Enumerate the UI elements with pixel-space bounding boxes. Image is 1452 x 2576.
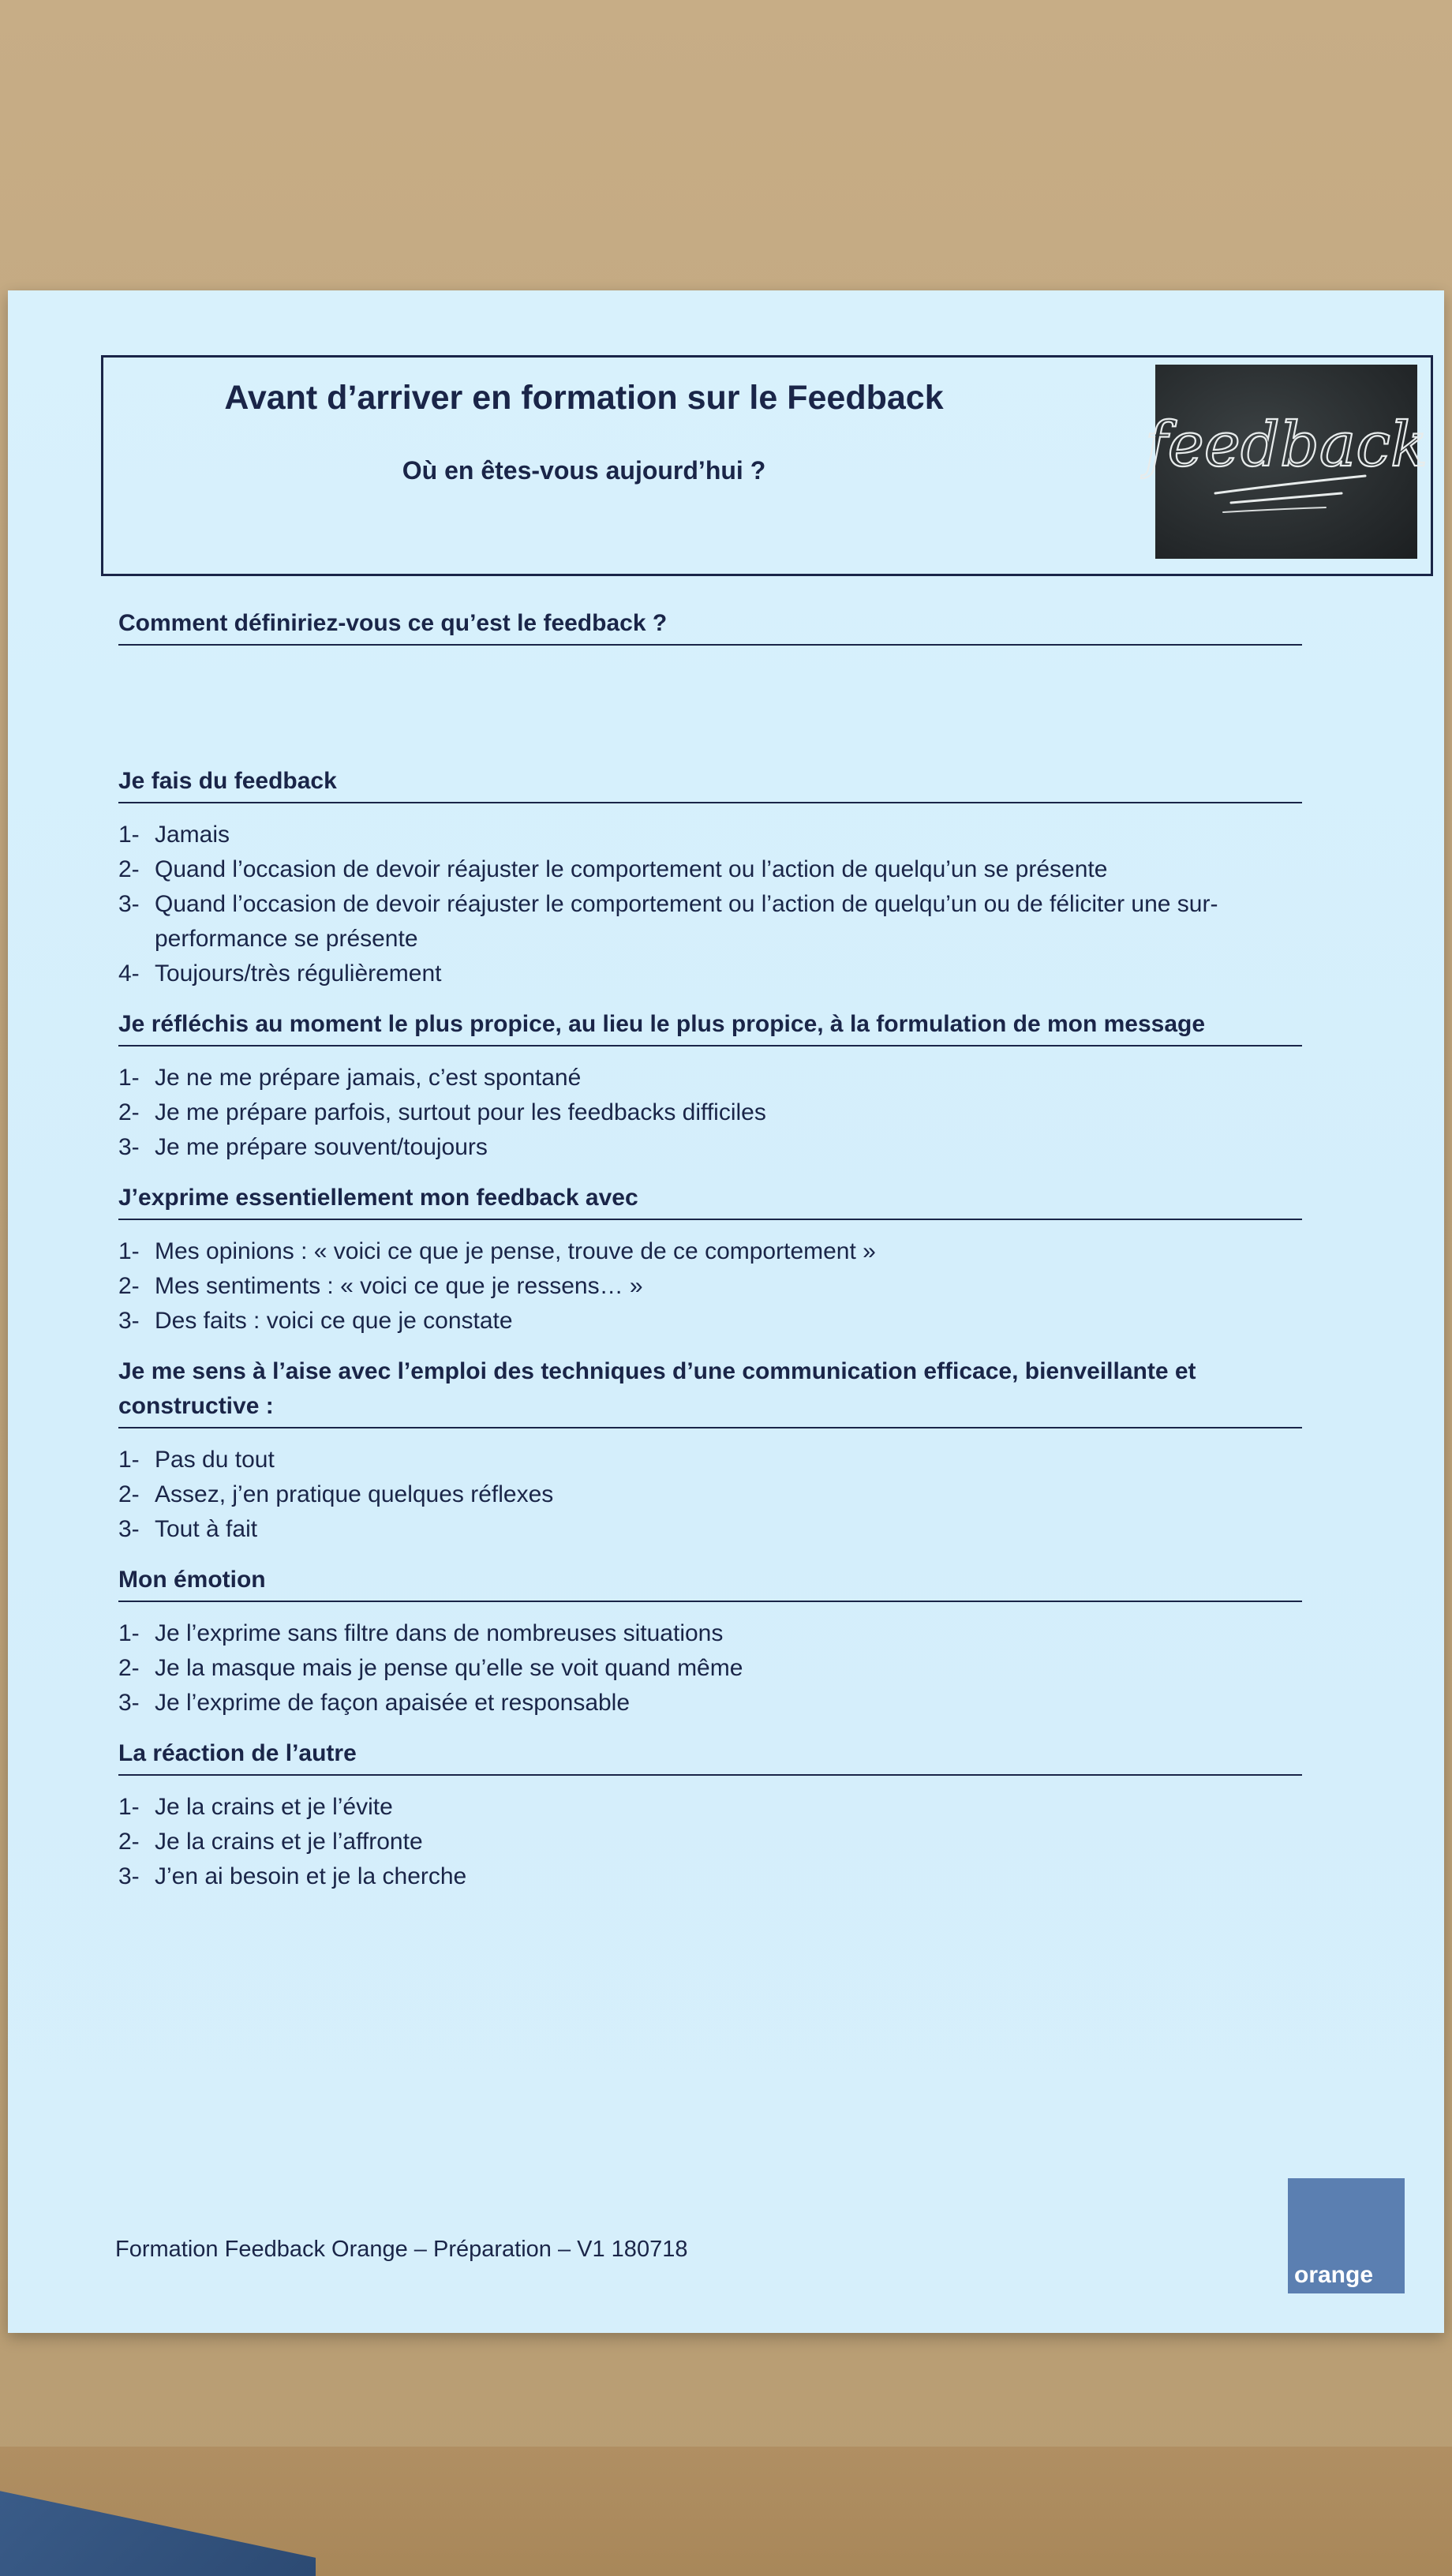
question-title: Je réfléchis au moment le plus propice, au lieu le plus propice, à la formulation de mon message [118,1007,1302,1046]
feedback-chalkboard-logo [1144,365,1428,559]
answer-text: Je la crains et je l’affronte [155,1829,423,1855]
answer-number: 3- [118,1690,140,1716]
answer-option[interactable] [118,818,1302,852]
answer-number: 1- [118,1238,140,1264]
question-section-frequency [118,764,1302,991]
answer-number: 2- [118,1829,140,1855]
answer-text: Je la crains et je l’évite [155,1794,393,1820]
answer-option[interactable] [118,852,1302,887]
question-title: J’exprime essentiellement mon feedback avec [118,1181,1302,1220]
answer-number: 1- [118,1620,140,1646]
answer-text: Assez, j’en pratique quelques réflexes [155,1481,554,1507]
question-section-emotion [118,1563,1302,1720]
answer-number: 1- [118,1447,140,1473]
question-title: Je me sens à l’aise avec l’emploi des techniques d’une communication efficace, bienveillante et constructive : [118,1354,1302,1428]
answer-option[interactable] [118,1269,1302,1304]
answer-text: Je me prépare parfois, surtout pour les feedbacks difficiles [155,1099,766,1125]
orange-brand-logo [1288,2178,1405,2293]
answer-option[interactable] [118,1477,1302,1512]
chalk-logo-text: feedback [1144,410,1428,481]
answer-text: Mes opinions : « voici ce que je pense, trouve de ce comportement » [155,1238,876,1264]
answer-option[interactable] [118,1651,1302,1686]
answer-option[interactable] [118,1790,1302,1825]
answer-text: Pas du tout [155,1447,275,1473]
page-subtitle: Où en êtes-vous aujourd’hui ? [402,456,766,485]
answer-option[interactable] [118,1686,1302,1720]
answer-option[interactable] [118,957,1302,991]
answer-option[interactable] [118,1061,1302,1095]
answer-option[interactable] [118,1825,1302,1859]
question-section-communication [118,1354,1302,1547]
answer-text: Je la masque mais je pense qu’elle se voit quand même [155,1655,743,1681]
answer-text: Quand l’occasion de devoir réajuster le comportement ou l’action de quelqu’un se présente [155,856,1108,882]
answer-option[interactable] [118,1304,1302,1339]
answer-option[interactable] [118,1512,1302,1547]
answer-list [118,1790,1302,1894]
answer-number: 3- [118,891,140,917]
answer-option[interactable] [118,1443,1302,1477]
footer-reference: Formation Feedback Orange – Préparation – V1 180718 [115,2237,688,2262]
answer-option[interactable] [118,1234,1302,1269]
answer-number: 2- [118,1273,140,1299]
answer-list [118,818,1302,991]
answer-number: 3- [118,1516,140,1542]
answer-text: Tout à fait [155,1516,258,1542]
answer-text: J’en ai besoin et je la cherche [155,1863,467,1889]
answer-text: Quand l’occasion de devoir réajuster le comportement ou l’action de quelqu’un ou de féliciter une sur-performance se présente [155,891,1218,952]
answer-option[interactable] [118,887,1302,957]
question-section-definition [118,606,1302,646]
answer-list [118,1616,1302,1720]
answer-number: 1- [118,822,140,848]
answer-number: 3- [118,1308,140,1334]
answer-number: 1- [118,1065,140,1091]
answer-number: 3- [118,1134,140,1160]
answer-number: 2- [118,1099,140,1125]
answer-number: 2- [118,1655,140,1681]
question-title: Mon émotion [118,1563,1302,1602]
question-section-reaction [118,1736,1302,1894]
chalk-feedback-icon [1144,383,1428,541]
questionnaire-sheet [8,290,1444,2333]
answer-number: 3- [118,1863,140,1889]
answer-option[interactable] [118,1859,1302,1894]
question-title: La réaction de l’autre [118,1736,1302,1776]
answer-text: Jamais [155,822,230,848]
answer-list [118,1234,1302,1339]
questionnaire-content [118,606,1302,1894]
answer-number: 2- [118,856,140,882]
question-section-preparation [118,1007,1302,1165]
answer-option[interactable] [118,1616,1302,1651]
answer-number: 2- [118,1481,140,1507]
answer-text: Je l’exprime de façon apaisée et responsable [155,1690,631,1716]
question-title: Je fais du feedback [118,764,1302,803]
answer-number: 4- [118,960,140,987]
answer-text: Je l’exprime sans filtre dans de nombreuses situations [155,1620,724,1646]
answer-list [118,1061,1302,1165]
answer-text: Des faits : voici ce que je constate [155,1308,513,1334]
brand-name: orange [1294,2262,1374,2288]
answer-list [118,1443,1302,1547]
answer-text: Toujours/très régulièrement [155,960,442,987]
answer-option[interactable] [118,1130,1302,1165]
question-title: Comment définiriez-vous ce qu’est le feedback ? [118,606,1302,646]
answer-option[interactable] [118,1095,1302,1130]
question-section-expression [118,1181,1302,1339]
page-title: Avant d’arriver en formation sur le Feedback [224,379,944,417]
answer-text: Mes sentiments : « voici ce que je ressens… » [155,1273,643,1299]
answer-text: Je me prépare souvent/toujours [155,1134,488,1160]
answer-number: 1- [118,1794,140,1820]
answer-text: Je ne me prépare jamais, c’est spontané [155,1065,582,1091]
